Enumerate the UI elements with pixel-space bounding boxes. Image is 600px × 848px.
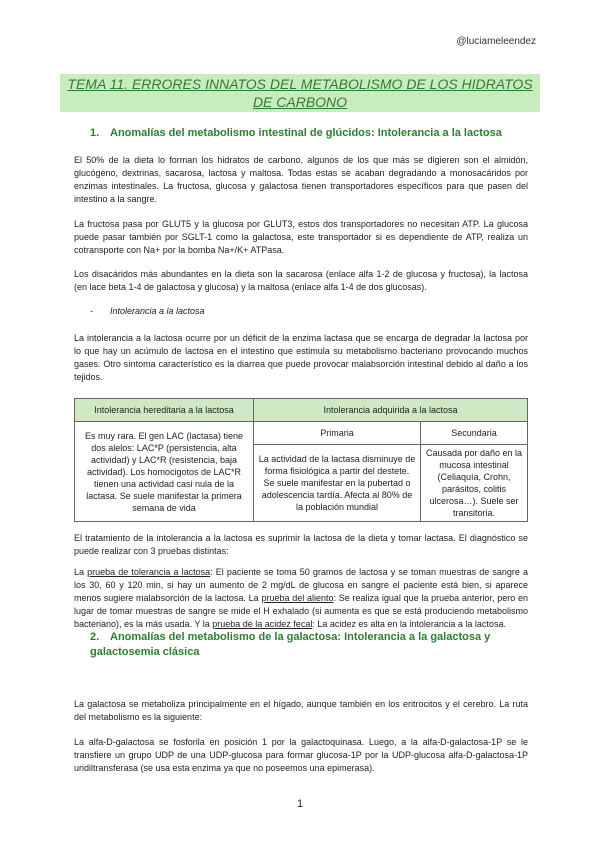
section-2-number: 2. — [90, 631, 100, 643]
p6-text-4: : La acidez es alta en la intolerancia a la lactosa. — [312, 619, 506, 629]
paragraph-5: El tratamiento de la intolerancia a la lactosa es suprimir la lactosa de la dieta y tomar lactasa. El diagnóstico se puede realizar con 3 pruebas distintas: — [74, 533, 528, 556]
section-1-title: Anomalías del metabolismo intestinal de glúcidos: Intolerancia a la lactosa — [110, 127, 502, 139]
p6-text-1: La — [74, 567, 88, 577]
paragraph-4: La intolerancia a la lactosa ocurre por un déficit de la enzima lactasa que se encarga de degradar la lactosa por lo que hay un acúmulo de lactosa en el intestino que estimula su metabolismo bacteriano provocando muchos gases. Otro síntoma característico es la diarrea que puede provocar malabsorción intestinal debido al daño a los tejidos. — [74, 333, 528, 382]
paragraph-3: Los disacáridos más abundantes en la dieta son la sacarosa (enlace alfa 1-2 de glucosa y fructosa), la lactosa (en lace beta 1-4 de galactosa y glucosa) y la maltosa (enlace alfa 1-4 de dos glucosas). — [74, 269, 528, 292]
link-prueba-aliento: prueba del aliento — [261, 593, 334, 603]
bullet-text: Intolerancia a la lactosa — [110, 306, 205, 316]
table-cell-primaria: La actividad de la lactasa disminuye de forma fisiológica a partir del destete. Se suele manifestar en la pubertad o adolescencia tardía. Afecta al 80% de la población mundial — [254, 445, 421, 522]
table-cell-secundaria: Causada por daño en la mucosa intestinal (Celiaquía, Crohn, parásitos, colitis ulcerosa…). Suele ser transitoria. — [421, 445, 528, 522]
document-title — [60, 74, 540, 112]
title-line-1: TEMA 11. ERRORES INNATOS DEL METABOLISMO DE LOS HIDRATOS — [67, 76, 533, 92]
paragraph-7: La galactosa se metaboliza principalmente en el hígado, aunque también en los eritrocitos y el cerebro. La ruta del metabolismo es la siguiente: — [74, 699, 528, 722]
page-number: 1 — [296, 798, 304, 810]
title-line-2: DE CARBONO — [252, 94, 348, 110]
link-prueba-acidez: prueba de la acidez fecal — [212, 619, 313, 629]
table-cell-hereditaria: Es muy rara. El gen LAC (lactasa) tiene dos alelos: LAC*P (persistencia, alta actividad) y LAC*R (resistencia, baja actividad). Los homocigotos de LAC*R tienen una actividad casi nula de la lactasa. Se suele manifestar la primera semana de vida — [75, 422, 254, 522]
p6-text-3: : Se realiza igual que la prueba anterior, pero en lugar de tomar muestras de sangre se mide el H exhalado (si aumenta es que se está produciendo metabolismo bacteriano), es la más usada. Y la — [74, 593, 528, 629]
table-header-adquirida: Intolerancia adquirida a la lactosa — [254, 399, 528, 422]
link-prueba-tolerancia: prueba de tolerancia a lactosa — [87, 567, 211, 577]
bullet-dash: - — [90, 306, 93, 316]
table-subheader-secundaria: Secundaria — [421, 422, 528, 445]
paragraph-8: La alfa-D-galactosa se fosforila en posición 1 por la galactoquinasa. Luego, a la alfa-D-galactosa-1P se le transfiere un grupo UDP de una UDP-glucosa para formar glucosa-1P por la UDP-glucosa alfa-D-galactosa-1P uridiltransferasa (se usa esta enzima ya que no poseemos una epimerasa). — [74, 737, 528, 773]
section-2-title: Anomalías del metabolismo de la galactosa: Intolerancia a la galactosa y galactosemia clásica — [90, 631, 491, 658]
p6-text-2: : El paciente se toma 50 gramos de lactosa y se toman muestras de sangre a los 30, 60 y 120 min, si hay un aumento de 2 mg/dL de glucosa en sangre el paciente está bien, si aparece menos sugiere malabsorción de la lactosa. La — [74, 567, 528, 603]
table-subheader-primaria: Primaria — [254, 422, 421, 445]
section-1-heading — [90, 126, 540, 141]
paragraph-1: El 50% de la dieta lo forman los hidratos de carbono, algunos de los que más se digieren son el almidón, glucógeno, dextrinas, sacarosa, lactosa y maltosa. Todas estas se acaban degradando a monosacáridos por enzimas intestinales. La fructosa, glucosa y galactosa tienen transportadores específicos para que pasen del intestino a la sangre. — [74, 155, 528, 204]
paragraph-6 — [74, 566, 528, 631]
bullet-item — [90, 306, 205, 316]
paragraph-2: La fructosa pasa por GLUT5 y la glucosa por GLUT3, estos dos transportadores no necesitan ATP. La glucosa puede pasar también por SGLT-1 como la galactosa, este transportador si es dependiente de ATP, realiza un cotransporte con Na+ por la bomba Na+/K+ ATPasa. — [74, 219, 528, 255]
table-header-hereditaria: Intolerancia hereditaria a la lactosa — [75, 399, 254, 422]
lactose-intolerance-table — [74, 398, 528, 522]
section-2-heading — [90, 630, 530, 660]
author-handle: @luciameleendez — [456, 36, 536, 47]
section-1-number: 1. — [90, 127, 100, 139]
